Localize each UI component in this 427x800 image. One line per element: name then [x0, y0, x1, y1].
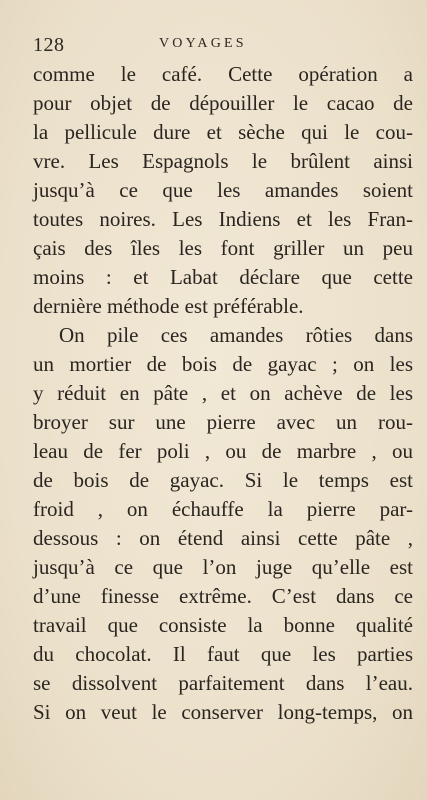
text-line: de bois de gayac. Si le temps est	[33, 468, 413, 492]
text-line: du chocolat. Il faut que les parties	[33, 642, 413, 666]
paragraph-1	[33, 60, 413, 321]
text-line: travail que consiste la bonne qualité	[33, 613, 413, 637]
text-line: jusqu’à ce que l’on juge qu’elle est	[33, 555, 413, 579]
text-line: dernière méthode est préférable.	[33, 294, 304, 318]
text-line: dessous : on étend ainsi cette pâte ,	[33, 526, 413, 550]
text-line: jusqu’à ce que les amandes soient	[33, 178, 413, 202]
text-line: moins : et Labat déclare que cette	[33, 265, 413, 289]
text-line: pour objet de dépouiller le cacao de	[33, 91, 413, 115]
text-line: un mortier de bois de gayac ; on les	[33, 352, 413, 376]
text-line: broyer sur une pierre avec un rou-	[33, 410, 413, 434]
page-header	[33, 34, 413, 56]
text-line: comme le café. Cette opération a	[33, 62, 413, 86]
text-line: leau de fer poli , ou de marbre , ou	[33, 439, 413, 463]
body-text	[33, 60, 413, 727]
text-line: toutes noires. Les Indiens et les Fran-	[33, 207, 413, 231]
text-line: d’une finesse extrême. C’est dans ce	[33, 584, 413, 608]
text-line: y réduit en pâte , et on achève de les	[33, 381, 413, 405]
running-head: VOYAGES	[159, 36, 247, 51]
text-line: se dissolvent parfaitement dans l’eau.	[33, 671, 413, 695]
paragraph-2	[33, 321, 413, 727]
text-line: la pellicule dure et sèche qui le cou-	[33, 120, 413, 144]
text-line: Si on veut le conserver long-temps, on	[33, 700, 413, 724]
text-line: froid , on échauffe la pierre par-	[33, 497, 413, 521]
page-number: 128	[33, 34, 65, 56]
text-line: On pile ces amandes rôties dans	[59, 323, 413, 347]
text-line: çais des îles les font griller un peu	[33, 236, 413, 260]
text-line: vre. Les Espagnols le brûlent ainsi	[33, 149, 413, 173]
